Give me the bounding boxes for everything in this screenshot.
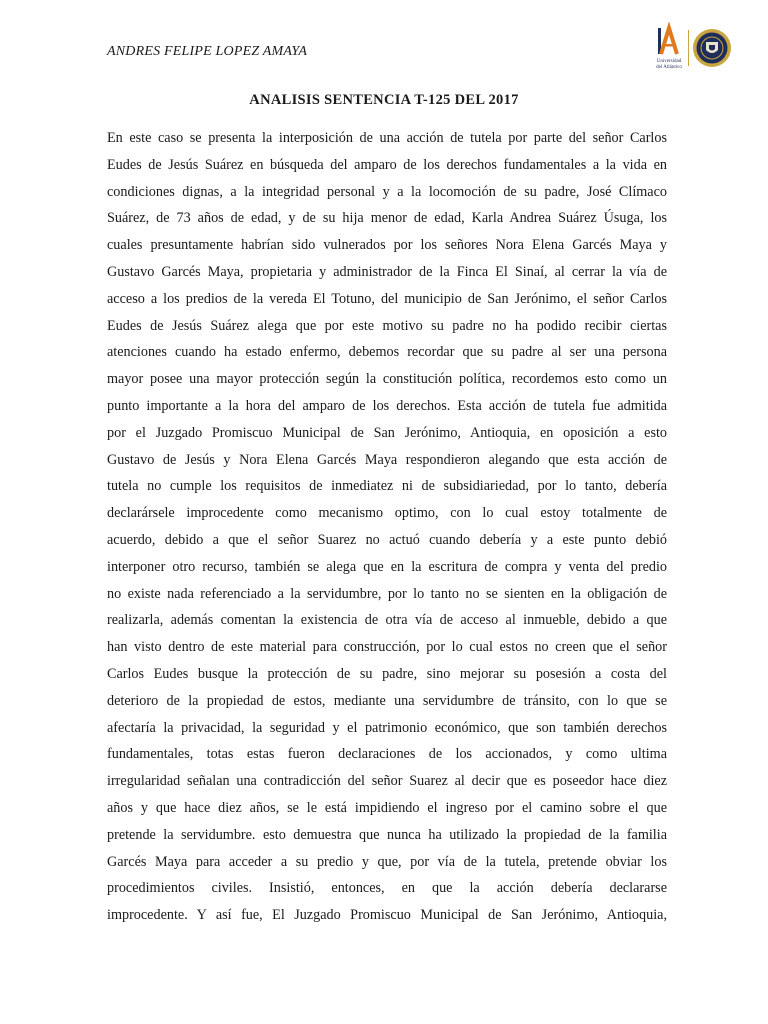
body-line: afectaría la privacidad, la seguridad y el patrimonio económico, que son también derechos (107, 719, 667, 736)
body-line: condiciones dignas, a la integridad personal y a la locomoción de su padre, José Clímaco (107, 183, 667, 200)
university-logo-icon (650, 22, 734, 76)
body-line: interponer otro recurso, también se alega que en la escritura de compra y venta del predio (107, 558, 667, 575)
body-line: realizarla, además comentan la existencia de otra vía de acceso al inmueble, debido a que (107, 612, 667, 629)
svg-text:Universidad: Universidad (656, 59, 682, 64)
body-line: han visto dentro de este material para construcción, por lo cual estos no creen que el señor (107, 639, 667, 656)
author-header: ANDRES FELIPE LOPEZ AMAYA (107, 44, 308, 59)
body-line: atenciones cuando ha estado enfermo, debemos recordar que su padre al ser una persona (107, 344, 667, 361)
body-line: punto importante a la hora del amparo de los derechos. Esta acción de tutela fue admitida (107, 397, 667, 414)
body-line: pretende la servidumbre. esto demuestra que nunca ha utilizado la propiedad de la familia (107, 826, 667, 843)
body-line: procedimientos civiles. Insistió, entonces, en que la acción debería declararse (107, 880, 667, 897)
body-line: acceso a los predios de la vereda El Totuno, del municipio de San Jerónimo, el señor Carlos (107, 290, 667, 307)
body-line: irregularidad señalan una contradicción del señor Suarez al decir que es poseedor hace diez (107, 773, 667, 790)
document-body (107, 125, 667, 929)
body-line: tutela no cumple los requisitos de inmediatez ni de subsidiariedad, por lo tanto, debería (107, 478, 667, 495)
svg-text:del Atlántico: del Atlántico (656, 65, 682, 70)
body-line: acuerdo, debido a que el señor Suarez no actuó cuando debería y a este punto debió (107, 531, 667, 548)
body-line: declarársele improcedente como mecanismo optimo, con lo cual estoy totalmente de (107, 505, 667, 522)
body-line: Gustavo Garcés Maya, propietaria y administrador de la Finca El Sinaí, al cerrar la vía de (107, 263, 667, 280)
body-line: improcedente. Y así fue, El Juzgado Promiscuo Municipal de San Jerónimo, Antioquia, (107, 907, 667, 924)
body-line: no existe nada referenciado a la servidumbre, por lo tanto no se sienten en la obligación de (107, 585, 667, 602)
body-line: Gustavo de Jesús y Nora Elena Garcés Maya respondieron alegando que esta acción de (107, 451, 667, 468)
university-logos (650, 22, 734, 76)
body-line: años y que hace diez años, se le está impidiendo el ingreso por el camino sobre el que (107, 799, 667, 816)
document-title: ANALISIS SENTENCIA T-125 DEL 2017 (249, 92, 519, 108)
body-line: Garcés Maya para acceder a su predio y que, por vía de la tutela, pretende obviar los (107, 853, 667, 870)
body-line: cuales presuntamente habrían sido vulnerados por los señores Nora Elena Garcés Maya y (107, 237, 667, 254)
body-line: deterioro de la propiedad de estos, mediante una servidumbre de tránsito, con lo que se (107, 692, 667, 709)
body-line: Eudes de Jesús Suárez alega que por este motivo su padre no ha podido recibir ciertas (107, 317, 667, 334)
body-line: fundamentales, totas estas fueron declaraciones de los accionados, y como ultima (107, 746, 667, 763)
body-line: Eudes de Jesús Suárez en búsqueda del amparo de los derechos fundamentales a la vida en (107, 156, 667, 173)
body-line: Suárez, de 73 años de edad, y de su hija menor de edad, Karla Andrea Suárez Úsuga, los (107, 210, 667, 227)
body-line: Carlos Eudes busque la protección de su padre, sino mejorar su posesión a costa del (107, 665, 667, 682)
body-line: mayor posee una mayor protección según la constitución política, recordemos esto como un (107, 371, 667, 388)
body-line: En este caso se presenta la interposición de una acción de tutela por parte del señor Carlos (107, 130, 667, 146)
body-line: por el Juzgado Promiscuo Municipal de San Jerónimo, Antioquia, en oposición a esto (107, 424, 667, 441)
